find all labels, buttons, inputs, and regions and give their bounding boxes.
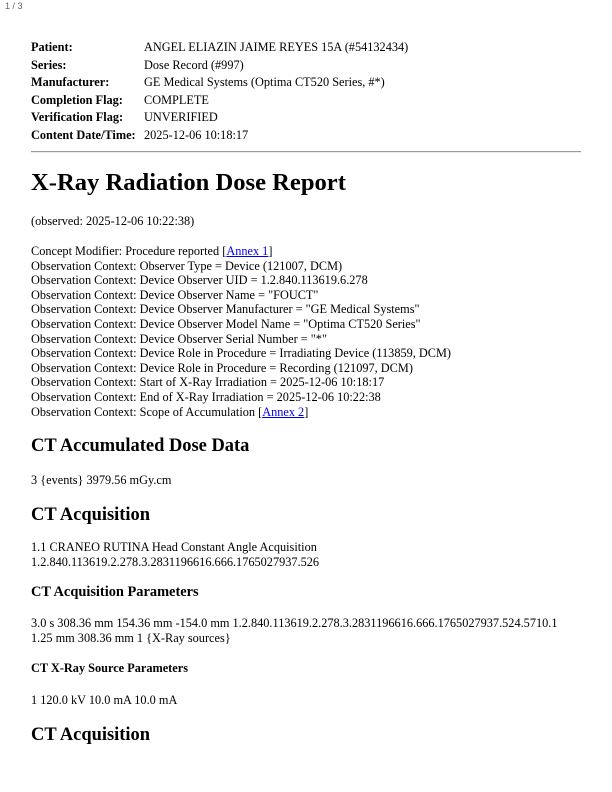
xray-source-parameters-values: 1 120.0 kV 10.0 mA 10.0 mA (31, 693, 178, 708)
concept-modifier-line (31, 244, 581, 259)
metadata-row-content-datetime (31, 127, 581, 145)
context-line: Observation Context: End of X-Ray Irradiation = 2025-12-06 10:22:38 (31, 389, 381, 404)
section-heading-accumulated-dose: CT Accumulated Dose Data (31, 435, 250, 456)
concept-modifier-text: Concept Modifier: Procedure reported [ (31, 244, 227, 258)
scope-suffix: ] (304, 404, 309, 419)
metadata-row-patient (31, 39, 581, 57)
acquisition-uid-line: 1.2.840.113619.2.278.3.2831196616.666.1765027937.526 (31, 554, 320, 569)
annex-1-link[interactable]: Annex 1 (226, 244, 269, 258)
acquisition-description-block (31, 540, 581, 569)
metadata-row-verification-flag (31, 109, 581, 127)
context-line: Observation Context: Device Observer Model Name = "Optima CT520 Series" (31, 316, 421, 331)
scope-text: Observation Context: Scope of Accumulation [ (31, 404, 263, 419)
metadata-row-manufacturer (31, 74, 581, 92)
context-line: Observation Context: Device Role in Procedure = Recording (121097, DCM) (31, 360, 413, 375)
acquisition-parameters-line-2: 1.25 mm 308.36 mm 1 {X-Ray sources} (31, 630, 231, 645)
series-value: Dose Record (#997) (144, 57, 244, 72)
page-indicator: 1 / 3 (5, 1, 23, 11)
patient-label: Patient: (31, 40, 73, 54)
acquisition-title-line: 1.1 CRANEO RUTINA Head Constant Angle Acquisition (31, 539, 317, 554)
section-heading-xray-source-parameters: CT X-Ray Source Parameters (31, 661, 188, 676)
verification-flag-label: Verification Flag: (31, 110, 124, 124)
context-line: Observation Context: Device Role in Procedure = Irradiating Device (113859, DCM) (31, 346, 452, 361)
accumulated-dose-values: 3 {events} 3979.56 mGy.cm (31, 473, 172, 488)
acquisition-parameters-block (31, 616, 581, 645)
completion-flag-value: COMPLETE (144, 92, 209, 107)
header-divider (31, 151, 581, 153)
patient-value: ANGEL ELIAZIN JAIME REYES 15A (#54132434) (144, 40, 409, 54)
context-line: Observation Context: Start of X-Ray Irradiation = 2025-12-06 10:18:17 (31, 375, 385, 390)
series-label: Series: (31, 57, 67, 72)
report-title: X-Ray Radiation Dose Report (31, 169, 346, 196)
concept-modifier-suffix: ] (268, 244, 273, 258)
metadata-row-series (31, 57, 581, 75)
section-heading-acquisition-parameters: CT Acquisition Parameters (31, 584, 199, 601)
scope-of-accumulation-line (31, 405, 581, 420)
section-heading-ct-acquisition-2: CT Acquisition (31, 724, 151, 745)
context-line: Observation Context: Device Observer UID = 1.2.840.113619.6.278 (31, 273, 368, 288)
manufacturer-label: Manufacturer: (31, 75, 110, 89)
annex-2-link[interactable]: Annex 2 (262, 404, 305, 419)
section-heading-ct-acquisition-1: CT Acquisition (31, 503, 151, 524)
verification-flag-value: UNVERIFIED (144, 110, 218, 124)
content-datetime-value: 2025-12-06 10:18:17 (144, 127, 249, 142)
metadata-table (31, 39, 581, 144)
manufacturer-value: GE Medical Systems (Optima CT520 Series, #*) (144, 75, 385, 89)
context-line: Observation Context: Observer Type = Device (121007, DCM) (31, 258, 343, 273)
context-line: Observation Context: Device Observer Name = "FOUCT" (31, 287, 319, 302)
context-line: Observation Context: Device Observer Manufacturer = "GE Medical Systems" (31, 302, 420, 317)
document-content (31, 0, 581, 745)
content-datetime-label: Content Date/Time: (31, 127, 136, 142)
observed-timestamp: (observed: 2025-12-06 10:22:38) (31, 214, 195, 228)
completion-flag-label: Completion Flag: (31, 92, 123, 107)
observation-context-block (31, 244, 581, 419)
context-line: Observation Context: Device Observer Serial Number = "*" (31, 331, 327, 346)
metadata-row-completion-flag (31, 92, 581, 110)
acquisition-parameters-line-1: 3.0 s 308.36 mm 154.36 mm -154.0 mm 1.2.840.113619.2.278.3.2831196616.666.1765027937.524.5710.1 (31, 616, 558, 631)
